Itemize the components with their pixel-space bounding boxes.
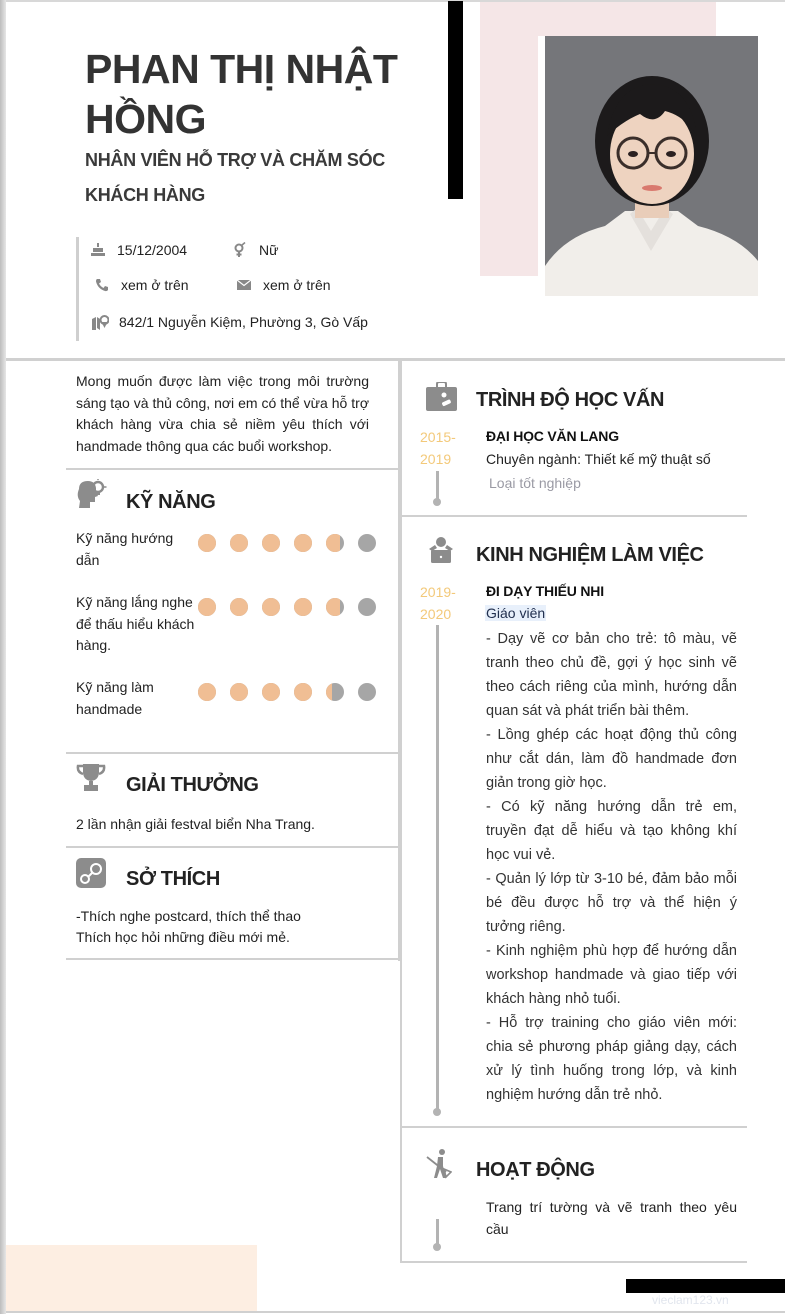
experience-bullet: - Dạy vẽ cơ bản cho trẻ: tô màu, vẽ tranh theo chủ đề, gợi ý học sinh vẽ theo cách riêng của mình, hướng dẫn quan sát và phát triển bài thêm. [486,631,737,719]
rating-dot [358,683,376,701]
email-row [235,277,331,293]
timeline-dot [433,498,441,506]
rating-dot [294,534,312,552]
job-title: NHÂN VIÊN HỖ TRỢ VÀ CHĂM SÓC KHÁCH HÀNG [85,150,385,205]
job-role: Giáo viên [486,605,546,621]
education-title: TRÌNH ĐỘ HỌC VẤN [476,389,665,411]
envelope-icon [235,277,253,293]
experience-bullet: - Lồng ghép các hoạt động thủ công như cắt dán, làm đồ handmade đơn giản trong giờ học. [486,727,737,791]
section-divider [400,1126,747,1128]
company-name: ĐI DẠY THIẾU NHI [486,583,604,599]
skill-label: Kỹ năng lắng nghe để thấu hiểu khách hàng. [76,594,195,653]
skill-label: Kỹ năng hướng dẫn [76,530,174,568]
major: Chuyên ngành: Thiết kế mỹ thuật số [486,451,711,467]
page-shadow [0,0,6,1314]
decor-peach-block [6,1245,257,1312]
address-value: 842/1 Nguyễn Kiệm, Phường 3, Gò Vấp [119,314,368,330]
activities-text: Trang trí tường và vẽ tranh theo yêu cầu [486,1199,737,1237]
timeline-line [436,625,439,1112]
watermark: vieclam123.vn [652,1293,729,1307]
rating-dot [198,598,216,616]
rating-dot [262,534,280,552]
school-name: ĐẠI HỌC VĂN LANG [486,428,619,444]
skill-label: Kỹ năng làm handmade [76,679,154,717]
skill-rating [198,598,376,616]
rating-dot [326,683,344,701]
phone-row [93,277,189,293]
candidate-name: PHAN THỊ NHẬT HỒNG [85,46,398,142]
birthday-value: 15/12/2004 [117,242,188,258]
profile-photo [545,36,758,296]
career-objective: Mong muốn được làm việc trong môi trường sáng tạo và thủ công, nơi em có thể vừa hỗ trợ khách hàng vừa chia sẻ niềm yêu thích với handmade thông qua các buổi workshop. [76,373,369,454]
section-divider [66,958,399,960]
phone-value: xem ở trên [121,277,189,293]
education-year-end: 2019 [420,451,452,467]
rating-dot [326,534,344,552]
hobby-line: Thích học hỏi những điều mới mẻ. [76,929,290,945]
person-laptop-icon [426,536,456,569]
rating-dot [294,598,312,616]
timeline-dot [433,1108,441,1116]
rating-dot [262,683,280,701]
section-divider [400,515,747,517]
experience-description [486,627,737,1107]
experience-bullet: - Có kỹ năng hướng dẫn trẻ em, truyền đạt dễ hiểu và tạo không khí học vui vẻ. [486,799,737,863]
hobby-line: -Thích nghe postcard, thích thể thao [76,908,301,924]
section-divider [66,752,399,754]
section-divider [400,1261,747,1263]
header-divider [6,358,785,361]
birthday-row [89,242,187,258]
birthday-cake-icon [89,242,107,258]
experience-year-start: 2019- [420,584,456,600]
steam-icon [76,858,106,893]
decor-black-bar [448,1,463,199]
gender-icon [231,242,249,258]
awards-title: GIẢI THƯỞNG [126,774,259,796]
rating-dot [358,534,376,552]
section-divider [66,846,399,848]
rating-dot [230,534,248,552]
head-lightbulb-icon [75,479,107,514]
contact-info [76,237,396,341]
rating-dot [262,598,280,616]
worker-shovel-icon [426,1148,452,1185]
experience-bullet: - Quản lý lớp từ 3-10 bé, đảm bảo mỗi bé đều được hỗ trợ và thể hiện ý tưởng riêng. [486,871,737,935]
trophy-icon [76,764,106,797]
experience-bullet: - Kinh nghiệm phù hợp để hướng dẫn workshop handmade và giao tiếp với khách hàng nhỏ tuổi. [486,943,737,1007]
experience-bullet: - Hỗ trợ training cho giáo viên mới: chia sẻ phương pháp giảng dạy, cách xử lý tình huống trong lớp, và kinh nghiệm hướng dẫn trẻ nhỏ. [486,1015,737,1103]
rating-dot [358,598,376,616]
education-year-start: 2015- [420,429,456,445]
awards-text: 2 lần nhận giải festval biển Nha Trang. [76,816,315,832]
gender-row [231,242,278,258]
gender-value: Nữ [259,242,279,258]
hobbies-title: SỞ THÍCH [126,868,220,890]
rating-dot [230,598,248,616]
graduation-grade: Loại tốt nghiệp [489,475,581,491]
photo-frame-gap [538,36,545,276]
rating-dot [326,598,344,616]
skills-title: KỸ NĂNG [126,491,216,513]
timeline-dot [433,1243,441,1251]
map-pin-icon [91,314,109,330]
experience-year-end: 2020 [420,606,452,622]
skill-rating [198,534,376,552]
activities-title: HOẠT ĐỘNG [476,1159,595,1181]
email-value: xem ở trên [263,277,331,293]
section-divider [66,468,399,470]
rating-dot [230,683,248,701]
portrait-illustration [545,36,758,296]
rating-dot [198,534,216,552]
phone-icon [93,277,111,293]
experience-title: KINH NGHIỆM LÀM VIỆC [476,544,704,566]
bottom-border [6,1311,785,1313]
address-row [91,314,368,330]
decor-black-bar-bottom [626,1279,785,1293]
briefcase-icon [426,382,457,417]
skill-rating [198,683,376,701]
rating-dot [198,683,216,701]
rating-dot [294,683,312,701]
